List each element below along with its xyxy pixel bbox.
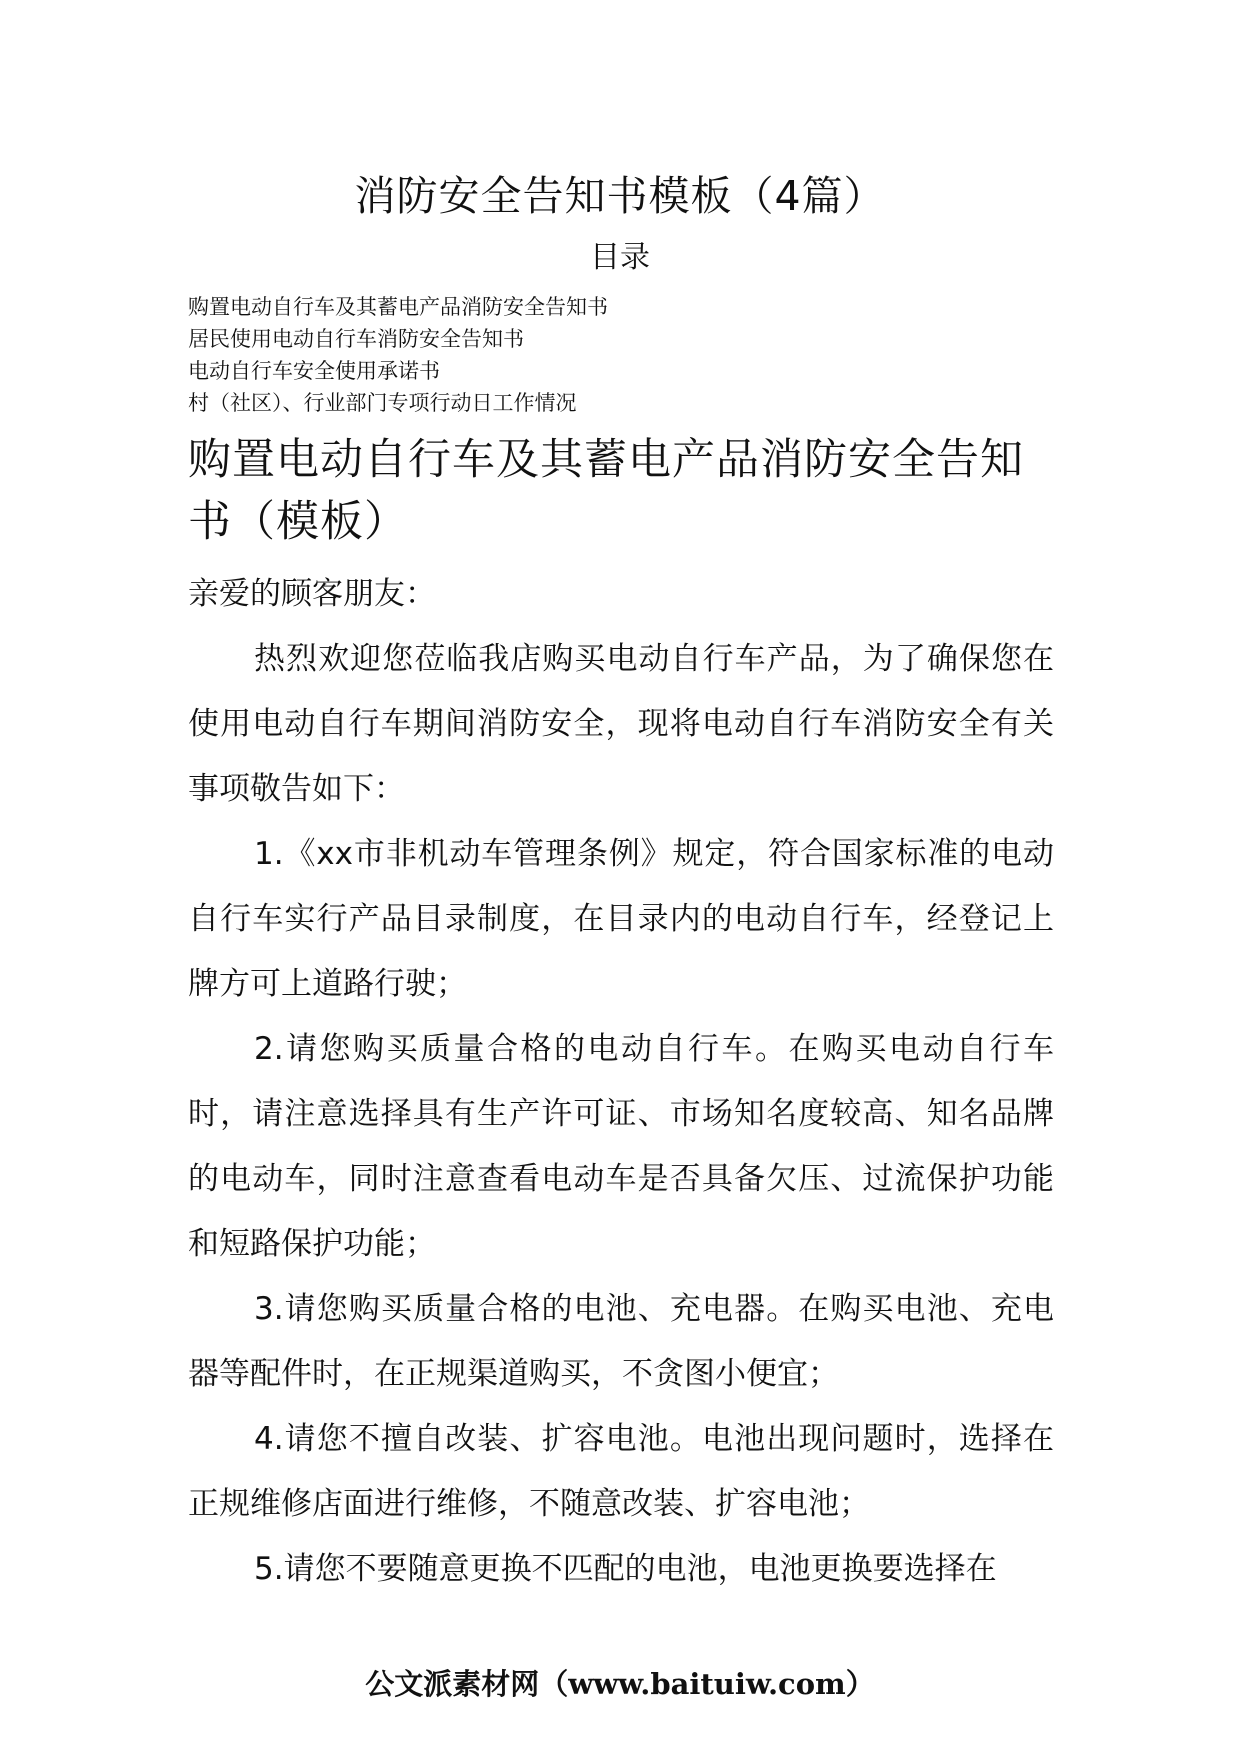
salutation: 亲爱的顾客朋友： xyxy=(188,576,436,612)
table-of-contents xyxy=(188,291,1048,419)
paragraph: 5.请您不要随意更换不匹配的电池，电池更换要选择在 xyxy=(254,1551,997,1587)
paragraph: 1.《xx市非机动车管理条例》规定，符合国家标准的电动自行车实行产品目录制度，在目录内的电动自行车，经登记上牌方可上道路行驶； xyxy=(188,836,1054,1002)
toc-item[interactable]: 购置电动自行车及其蓄电产品消防安全告知书 xyxy=(188,295,608,319)
paragraph: 3.请您购买质量合格的电池、充电器。在购买电池、充电器等配件时，在正规渠道购买，不贪图小便宜； xyxy=(188,1291,1054,1392)
toc-item[interactable]: 村（社区）、行业部门专项行动日工作情况 xyxy=(188,391,577,415)
document-body xyxy=(188,562,1054,1602)
paragraph: 2.请您购买质量合格的电动自行车。在购买电动自行车时，请注意选择具有生产许可证、市场知名度较高、知名品牌的电动车，同时注意查看电动车是否具备欠压、过流保护功能和短路保护功能； xyxy=(188,1031,1054,1262)
paragraph: 4.请您不擅自改装、扩容电池。电池出现问题时，选择在正规维修店面进行维修，不随意改装、扩容电池； xyxy=(188,1421,1054,1522)
toc-heading: 目录 xyxy=(590,240,650,275)
document-title: 消防安全告知书模板（4篇） xyxy=(354,172,886,220)
toc-item[interactable]: 电动自行车安全使用承诺书 xyxy=(188,359,440,383)
toc-item[interactable]: 居民使用电动自行车消防安全告知书 xyxy=(188,327,524,351)
section-title: 购置电动自行车及其蓄电产品消防安全告知书（模板） xyxy=(188,435,1024,547)
footer-watermark: 公文派素材网（www.baituiw.com） xyxy=(365,1667,875,1701)
paragraph: 热烈欢迎您莅临我店购买电动自行车产品，为了确保您在使用电动自行车期间消防安全，现将电动自行车消防安全有关事项敬告如下： xyxy=(188,641,1054,807)
